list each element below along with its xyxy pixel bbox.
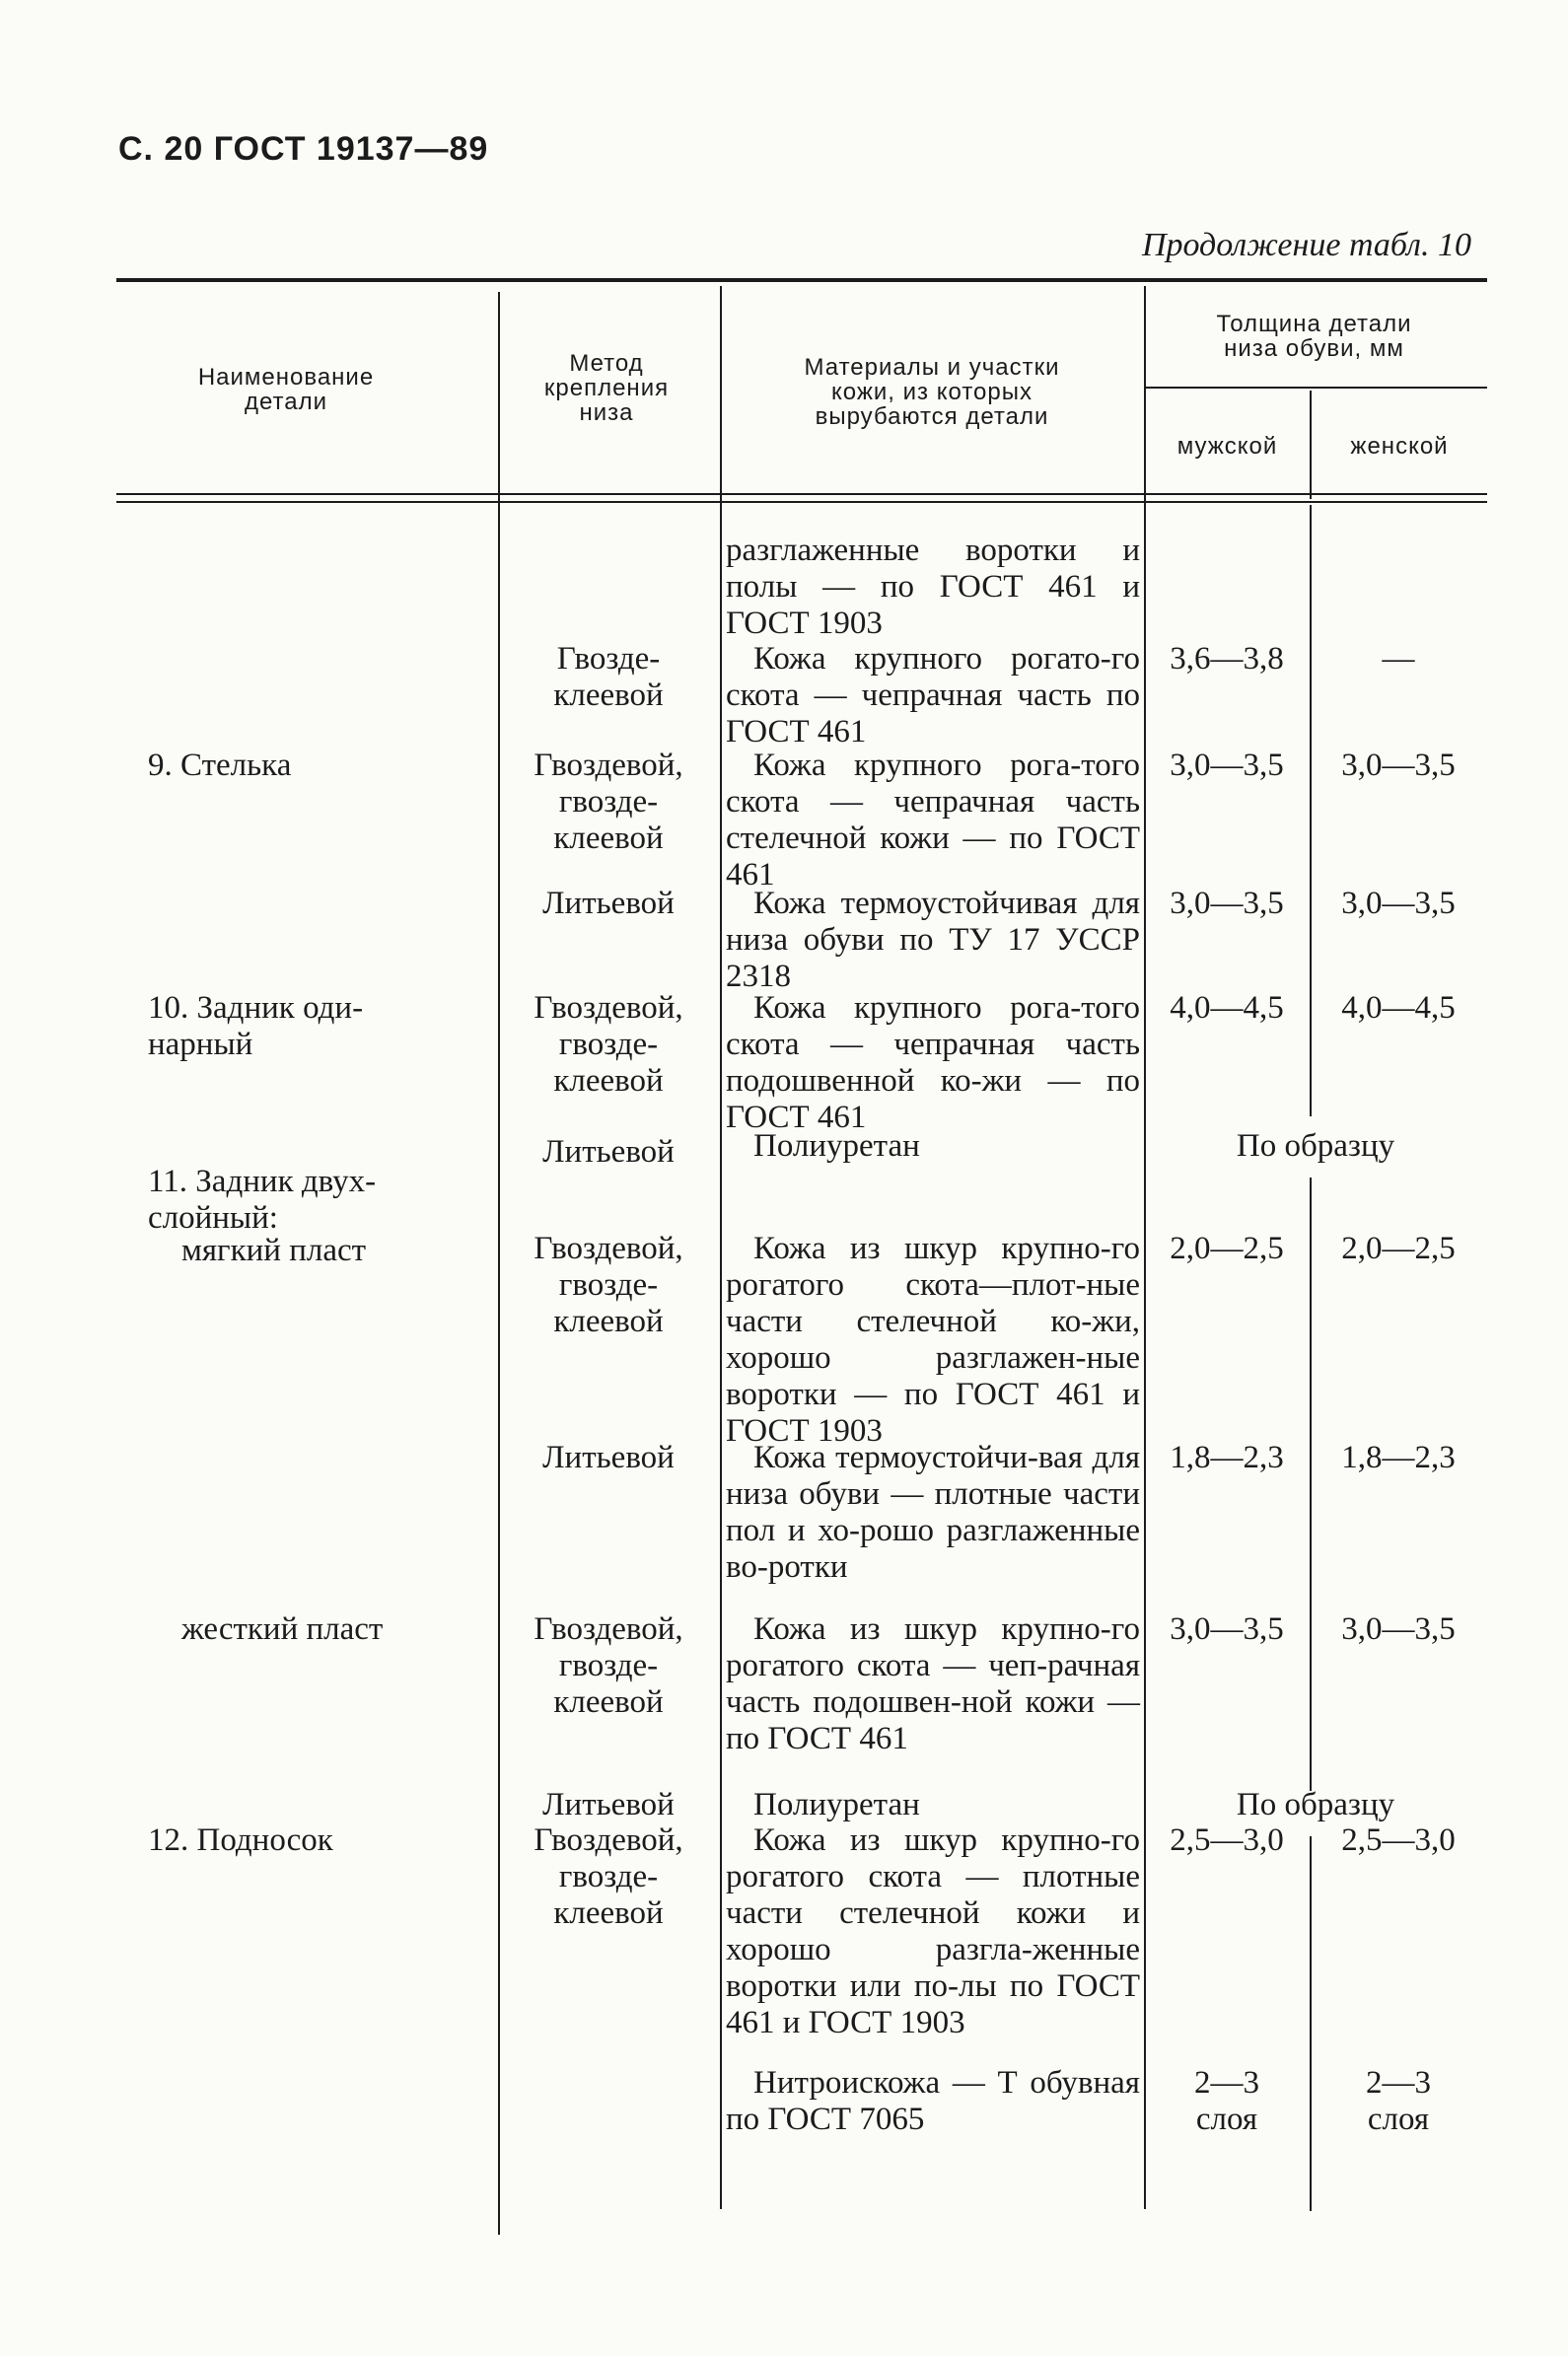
row-4-part: 10. Задник оди- нарный [148, 990, 364, 1062]
row-4-women: 4,0—4,5 [1341, 990, 1456, 1026]
row-2-material: Кожа крупного рога-того скота — чепрачная часть стелечной кожи — по ГОСТ 461 [726, 748, 1140, 892]
header-thickness: Толщина детали низа обуви, мм [1216, 311, 1412, 362]
table-top-rule [116, 278, 1487, 282]
page-header: С. 20 ГОСТ 19137—89 [118, 130, 489, 168]
header-part-name: Наименование детали [197, 364, 375, 415]
row-10-men: 2,5—3,0 [1170, 1822, 1284, 1858]
row-8-women: 3,0—3,5 [1341, 1611, 1456, 1647]
row-6-method: Гвоздевой, гвозде- клеевой [534, 1231, 683, 1339]
row-1-material: Кожа крупного рогато-го скота — чепрачная часть по ГОСТ 461 [726, 641, 1140, 750]
row-6-men: 2,0—2,5 [1170, 1231, 1284, 1266]
column-line-4-body-b [1310, 1178, 1312, 1791]
row-11-material: Нитроискожа — Т обувная по ГОСТ 7065 [726, 2065, 1140, 2137]
row-6-material: Кожа из шкур крупно-го рогатого скота—плот-ные части стелечной ко-жи, хорошо разглажен-ные воротки — по ГОСТ 461 и ГОСТ 1903 [726, 1231, 1140, 1449]
row-6-women: 2,0—2,5 [1341, 1231, 1456, 1266]
row-3-men: 3,0—3,5 [1170, 886, 1284, 921]
row-2-women: 3,0—3,5 [1341, 748, 1456, 783]
header-bottom-rule-2 [116, 501, 1487, 503]
row-3-material: Кожа термоустойчивая для низа обуви по ТУ 17 УССР 2318 [726, 886, 1140, 994]
row-11-men: 2—3 слоя [1194, 2065, 1259, 2137]
thickness-header-divider [1146, 387, 1487, 389]
row-5-material: Полиуретан [753, 1128, 920, 1164]
row-8-subpart: жесткий пласт [181, 1611, 384, 1647]
row-3-women: 3,0—3,5 [1341, 886, 1456, 921]
row-1-method: Гвозде- клеевой [553, 641, 664, 713]
row-1-men: 3,6—3,8 [1170, 641, 1284, 677]
row-7-men: 1,8—2,3 [1170, 1440, 1284, 1475]
row-10-women: 2,5—3,0 [1341, 1822, 1456, 1858]
header-bottom-rule-1 [116, 493, 1487, 495]
row-7-material: Кожа термоустойчи-вая для низа обуви — плотные части пол и хо-рошо разглаженные во-ротки [726, 1440, 1140, 1585]
row-10-material: Кожа из шкур крупно-го рогатого скота — плотные части стелечной кожи и хорошо разгла-женные воротки или по-лы по ГОСТ 461 и ГОСТ 1903 [726, 1822, 1140, 2040]
row-5-span: По образцу [1236, 1128, 1395, 1164]
row-1-women: — [1382, 641, 1415, 677]
row-0-material: разглаженные воротки и полы — по ГОСТ 461 и ГОСТ 1903 [726, 533, 1140, 641]
row-4-method: Гвоздевой, гвозде- клеевой [534, 990, 683, 1099]
row-6-part: 11. Задник двух- слойный: [148, 1164, 377, 1236]
column-line-4-body-c [1310, 1836, 1312, 2211]
row-10-part: 12. Подносок [148, 1822, 333, 1858]
row-5-method: Литьевой [542, 1134, 675, 1170]
row-11-women: 2—3 слоя [1366, 2065, 1431, 2137]
row-4-material: Кожа крупного рога-того скота — чепрачная часть подошвенной ко-жи — по ГОСТ 461 [726, 990, 1140, 1135]
row-9-span: По образцу [1236, 1787, 1395, 1822]
row-6-subpart: мягкий пласт [181, 1233, 367, 1268]
row-8-material: Кожа из шкур крупно-го рогатого скота — чеп-рачная часть подошвен-ной кожи — по ГОСТ 461 [726, 1611, 1140, 1756]
row-9-material: Полиуретан [753, 1787, 920, 1822]
row-2-men: 3,0—3,5 [1170, 748, 1284, 783]
header-men: мужской [1176, 433, 1278, 460]
header-women: женской [1350, 433, 1449, 460]
header-method: Метод крепления низа [543, 350, 670, 426]
row-9-method: Литьевой [542, 1787, 675, 1822]
column-line-1 [498, 292, 500, 2235]
row-7-method: Литьевой [542, 1440, 675, 1475]
header-materials: Материалы и участки кожи, из которых вырубаются детали [804, 354, 1060, 430]
row-4-men: 4,0—4,5 [1170, 990, 1284, 1026]
row-8-men: 3,0—3,5 [1170, 1611, 1284, 1647]
row-2-method: Гвоздевой, гвозде- клеевой [534, 748, 683, 856]
column-line-2 [720, 286, 722, 2209]
row-8-method: Гвоздевой, гвозде- клеевой [534, 1611, 683, 1720]
row-10-method: Гвоздевой, гвозде- клеевой [534, 1822, 683, 1931]
row-3-method: Литьевой [542, 886, 675, 921]
table-continuation-label: Продолжение табл. 10 [1141, 227, 1471, 263]
row-7-women: 1,8—2,3 [1341, 1440, 1456, 1475]
row-2-part: 9. Стелька [148, 748, 292, 783]
